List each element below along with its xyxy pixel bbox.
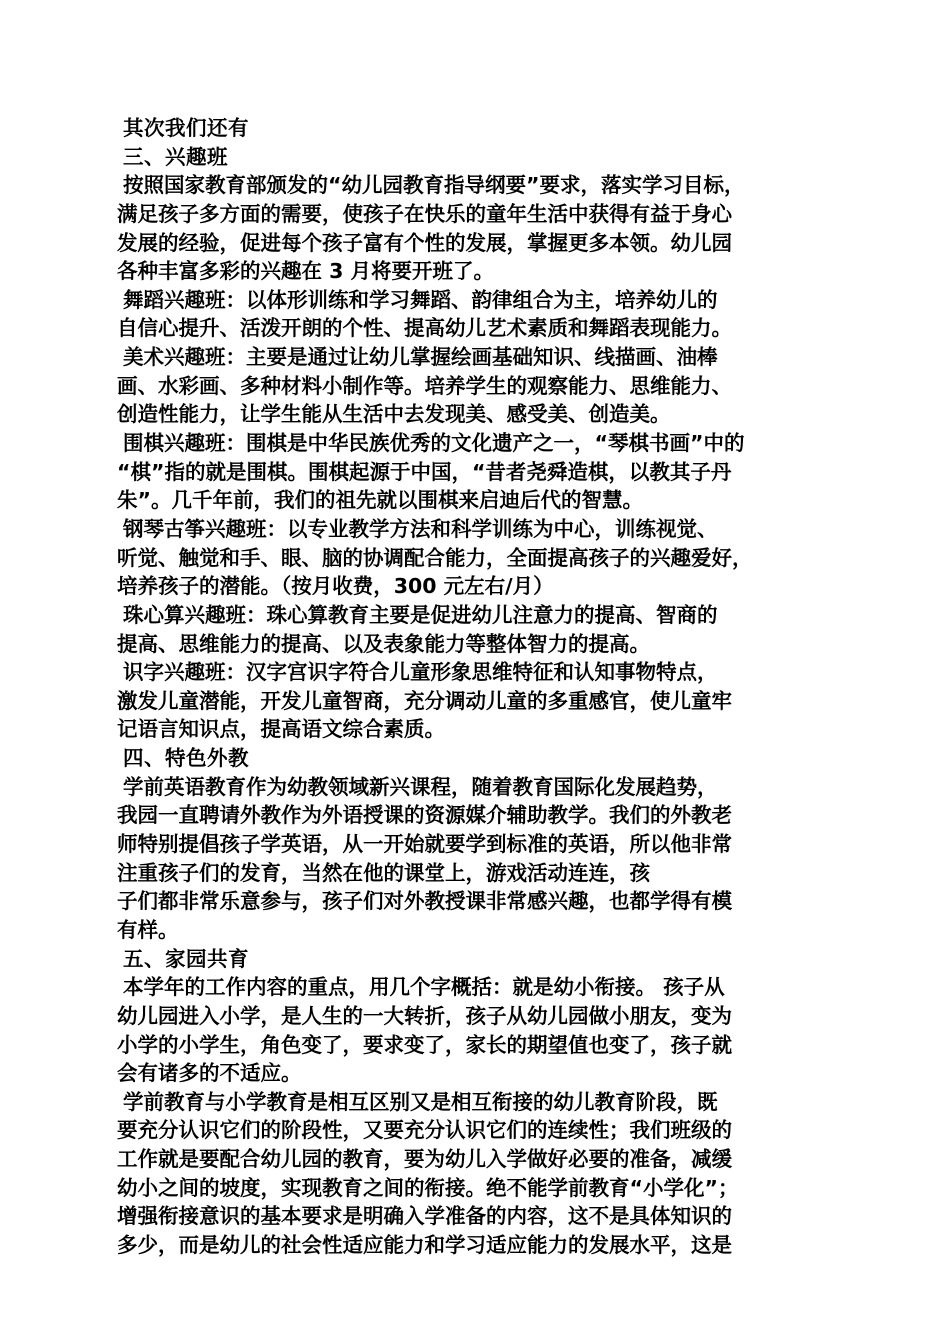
paragraph-line: 培养孩子的潜能。（按月收费，300 元左右/月） <box>117 574 554 599</box>
document-body <box>117 114 841 1260</box>
paragraph-line: 小学的小学生，角色变了，要求变了，家长的期望值也变了，孩子就 <box>117 1032 732 1057</box>
paragraph-line: 有样。 <box>117 917 179 942</box>
paragraph-line: 学前教育与小学教育是相互区别又是相互衔接的幼儿教育阶段，既 <box>123 1089 718 1114</box>
section-heading: 其次我们还有 <box>123 116 249 140</box>
paragraph-line: 自信心提升、活泼开朗的个性、提高幼儿艺术素质和舞蹈表现能力。 <box>117 316 732 341</box>
paragraph-line: 满足孩子多方面的需要，使孩子在快乐的童年生活中获得有益于身心 <box>117 201 732 226</box>
section-heading: 五、家园共育 <box>123 946 249 971</box>
paragraph-line: 激发儿童潜能，开发儿童智商，充分调动儿童的多重感官，使儿童牢 <box>117 688 732 713</box>
paragraph-line: 提高、思维能力的提高、以及表象能力等整体智力的提高。 <box>117 631 650 656</box>
paragraph-line: 听觉、触觉和手、眼、脑的协调配合能力，全面提高孩子的兴趣爱好， <box>117 545 753 570</box>
paragraph-line: 增强衔接意识的基本要求是明确入学准备的内容，这不是具体知识的 <box>117 1204 732 1229</box>
paragraph-line: 围棋兴趣班：围棋是中华民族优秀的文化遗产之一，“琴棋书画”中的 <box>123 431 745 456</box>
paragraph-line: 要充分认识它们的阶段性，又要充分认识它们的连续性；我们班级的 <box>117 1118 732 1143</box>
paragraph-line: 钢琴古筝兴趣班：以专业教学方法和科学训练为中心，训练视觉、 <box>123 516 718 541</box>
paragraph-line: 画、水彩画、多种材料小制作等。培养学生的观察能力、思维能力、 <box>117 373 732 398</box>
paragraph-line: 珠心算兴趣班：珠心算教育主要是促进幼儿注意力的提高、智商的 <box>123 602 718 627</box>
paragraph-line: 师特别提倡孩子学英语，从一开始就要学到标准的英语，所以他非常 <box>117 832 732 857</box>
paragraph-line: 舞蹈兴趣班：以体形训练和学习舞蹈、韵律组合为主，培养幼儿的 <box>123 287 718 312</box>
paragraph-line: 幼小之间的坡度，实现教育之间的衔接。绝不能学前教育“小学化”； <box>117 1175 739 1200</box>
paragraph-line: 幼儿园进入小学，是人生的一大转折，孩子从幼儿园做小朋友，变为 <box>117 1003 732 1028</box>
paragraph-line: 各种丰富多彩的兴趣在 3 月将要开班了。 <box>117 259 495 284</box>
paragraph-line: 按照国家教育部颁发的“幼儿园教育指导纲要”要求，落实学习目标， <box>123 173 745 198</box>
paragraph-line: 学前英语教育作为幼教领域新兴课程，随着教育国际化发展趋势， <box>123 774 718 799</box>
paragraph-line: 多少，而是幼儿的社会性适应能力和学习适应能力的发展水平，这是 <box>117 1232 732 1257</box>
paragraph-line: 识字兴趣班：汉字宫识字符合儿童形象思维特征和认知事物特点， <box>123 660 718 685</box>
paragraph-line: 创造性能力，让学生能从生活中去发现美、感受美、创造美。 <box>117 402 671 427</box>
section-heading: 四、特色外教 <box>123 746 249 771</box>
paragraph-line: 子们都非常乐意参与，孩子们对外教授课非常感兴趣，也都学得有模 <box>117 889 732 914</box>
paragraph-line: 发展的经验，促进每个孩子富有个性的发展，掌握更多本领。幼儿园 <box>117 230 732 255</box>
paragraph-line: 本学年的工作内容的重点，用几个字概括：就是幼小衔接。 孩子从 <box>123 975 725 1000</box>
paragraph-line: 记语言知识点，提高语文综合素质。 <box>117 717 445 742</box>
paragraph-line: 美术兴趣班：主要是通过让幼儿掌握绘画基础知识、线描画、油棒 <box>123 345 718 370</box>
paragraph-line: 注重孩子们的发育，当然在他的课堂上，游戏活动连连，孩 <box>117 860 650 885</box>
section-heading: 三、兴趣班 <box>123 144 228 169</box>
paragraph-line: “棋”指的就是围棋。围棋起源于中国，“昔者尧舜造棋，以教其子丹 <box>117 459 732 484</box>
paragraph-line: 会有诸多的不适应。 <box>117 1061 302 1086</box>
paragraph-line: 我园一直聘请外教作为外语授课的资源媒介辅助教学。我们的外教老 <box>117 803 732 828</box>
paragraph-line: 工作就是要配合幼儿园的教育，要为幼儿入学做好必要的准备，减缓 <box>117 1147 732 1172</box>
paragraph-line: 朱”。几千年前，我们的祖先就以围棋来启迪后代的智慧。 <box>117 488 643 513</box>
